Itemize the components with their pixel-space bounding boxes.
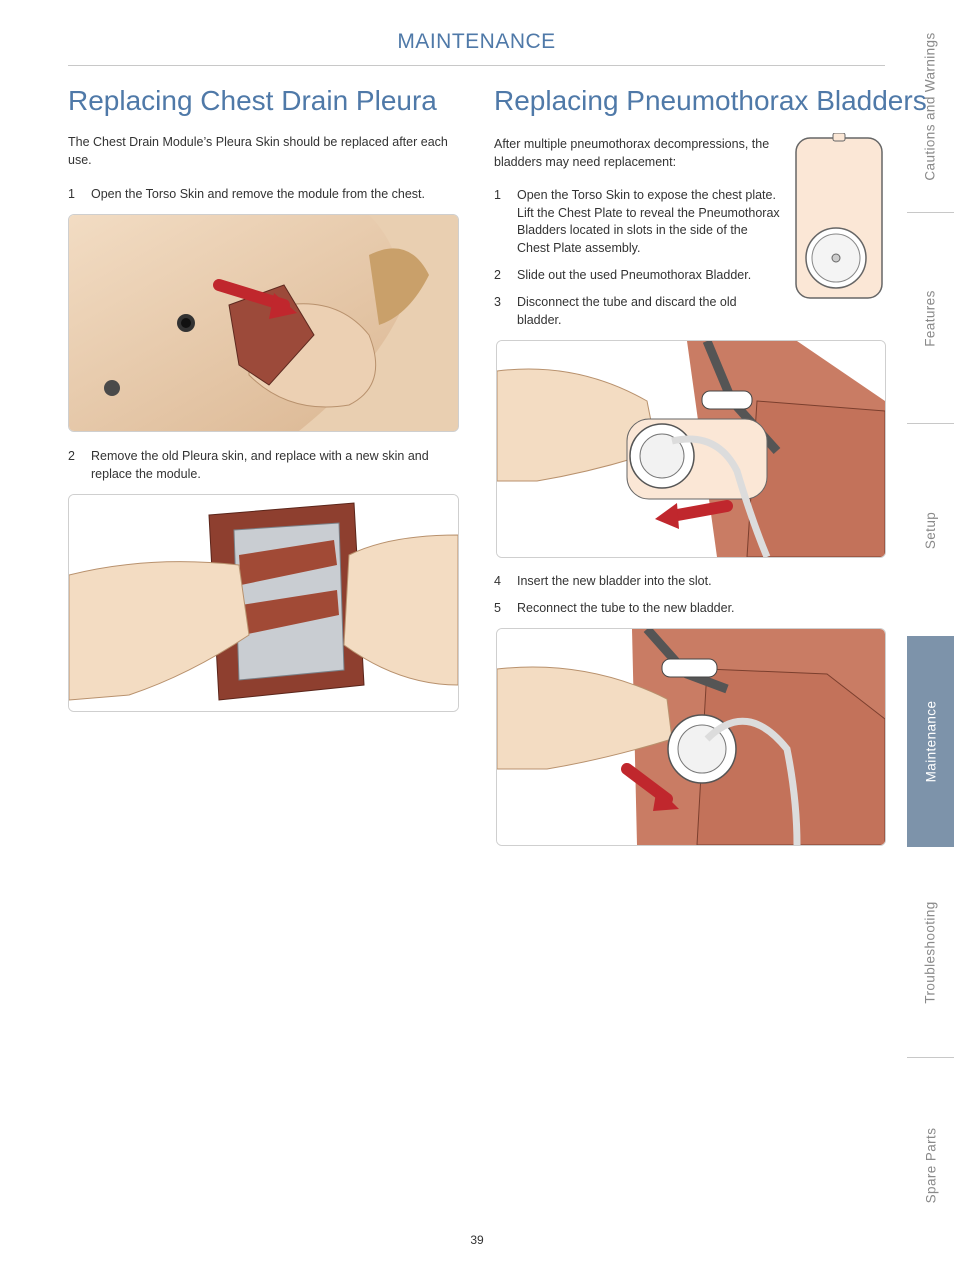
tab-label: Maintenance: [923, 700, 939, 783]
tab-cautions-and-warnings[interactable]: [907, 0, 954, 212]
tab-label: Cautions and Warnings: [923, 31, 939, 181]
step-text: Insert the new bladder into the slot.: [517, 574, 712, 588]
tab-troubleshooting[interactable]: [907, 847, 954, 1057]
left-intro: The Chest Drain Module’s Pleura Skin should be replaced after each use.: [68, 135, 448, 167]
step-number: 4: [494, 574, 501, 588]
chest-drain-removal-illustration: [68, 214, 459, 432]
section-header: MAINTENANCE: [397, 30, 556, 53]
step-number: 2: [68, 449, 75, 463]
header-divider: [68, 65, 885, 66]
bladder-removal-illustration: [496, 340, 886, 558]
step-text: Reconnect the tube to the new bladder.: [517, 601, 735, 615]
step-text: Disconnect the tube and discard the old bladder.: [517, 295, 737, 327]
left-title: Replacing Chest Drain Pleura: [68, 85, 437, 116]
bladder-insertion-illustration: [496, 628, 886, 846]
pneumothorax-bladder-illustration: [793, 133, 885, 301]
tab-label: Features: [923, 289, 939, 347]
step-text: Remove the old Pleura skin, and replace with a new skin and replace the module.: [91, 449, 429, 481]
tab-label: Spare Parts: [923, 1127, 938, 1203]
step-text: Open the Torso Skin to expose the chest plate. Lift the Chest Plate to reveal the Pneumothorax Bladders located in slots in the side of the Chest Plate assembly.: [517, 188, 780, 255]
pleura-skin-illustration: [68, 494, 459, 712]
step-text: Slide out the used Pneumothorax Bladder.: [517, 268, 752, 282]
tab-label: Setup: [923, 511, 938, 549]
right-title: Replacing Pneumothorax Bladders: [494, 85, 927, 116]
right-intro: After multiple pneumothorax decompressions, the bladders may need replacement:: [494, 137, 770, 169]
step-number: 5: [494, 601, 501, 615]
tab-setup[interactable]: [907, 424, 954, 636]
page-number: 39: [470, 1233, 484, 1247]
tab-maintenance[interactable]: [907, 636, 954, 847]
step-number: 2: [494, 268, 501, 282]
step-number: 3: [494, 295, 501, 309]
step-number: 1: [68, 187, 75, 201]
step-number: 1: [494, 188, 501, 202]
step-text: Open the Torso Skin and remove the module from the chest.: [91, 187, 425, 201]
tab-label: Troubleshooting: [923, 900, 939, 1004]
tab-features[interactable]: [907, 213, 954, 423]
